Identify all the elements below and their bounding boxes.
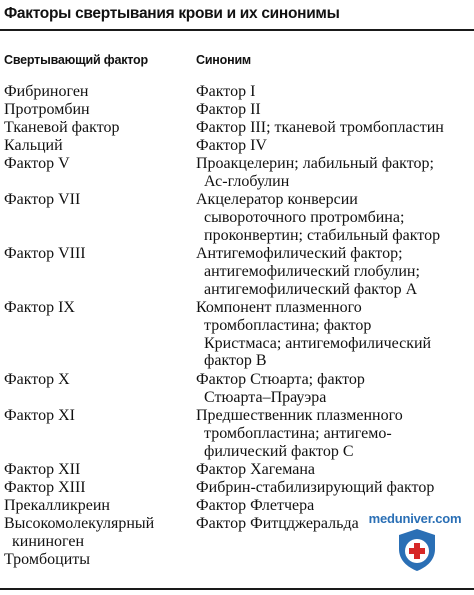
synonym-line: сывороточного протромбина; — [196, 208, 405, 226]
synonym-line: Фактор Стюарта; фактор — [196, 371, 365, 388]
watermark-text: meduniver.com — [368, 511, 462, 526]
factor-line: Фактор VIII — [4, 245, 86, 262]
factor-line: Фактор X — [4, 371, 70, 388]
synonym-cell — [196, 191, 472, 244]
factor-line: Высокомолекулярный — [4, 515, 155, 532]
top-rule — [0, 29, 474, 31]
synonym-line: Фактор IV — [196, 137, 267, 154]
synonym-line: Фактор Фитцджеральда — [196, 515, 359, 532]
synonym-line: филический фактор С — [196, 442, 354, 460]
synonym-cell — [196, 407, 472, 460]
factor-cell — [4, 155, 192, 173]
factor-cell — [4, 83, 192, 101]
synonym-line: Фактор I — [196, 83, 256, 100]
factor-cell — [4, 497, 192, 515]
factor-line: Фактор XI — [4, 407, 75, 424]
synonym-cell — [196, 137, 472, 155]
factor-line: Фибриноген — [4, 83, 89, 100]
synonym-cell — [196, 371, 472, 407]
synonym-cell — [196, 101, 472, 119]
factor-line: Протромбин — [4, 101, 90, 118]
factor-cell — [4, 101, 192, 119]
factor-cell — [4, 119, 192, 137]
synonym-line: Кристмаса; антигемофилический — [196, 334, 432, 352]
synonym-cell — [196, 245, 472, 298]
synonym-cell — [196, 119, 472, 137]
synonym-line: фактор В — [196, 352, 267, 370]
synonym-line: Компонент плазменного — [196, 299, 362, 316]
synonym-line: Фактор II — [196, 101, 261, 118]
factor-cell — [4, 191, 192, 209]
synonym-line: Предшественник плазменного — [196, 407, 403, 424]
synonym-line: Проакцелерин; лабильный фактор; — [196, 155, 434, 172]
factor-cell — [4, 299, 192, 317]
synonym-cell — [196, 155, 472, 191]
factor-line: Кальций — [4, 137, 63, 154]
synonym-cell — [196, 299, 472, 370]
factor-line: Фактор XIII — [4, 479, 86, 496]
synonym-line: Фактор Флетчера — [196, 497, 315, 514]
synonym-line: Фибрин-стабилизирующий фактор — [196, 479, 435, 496]
factor-cell — [4, 479, 192, 497]
watermark-logo — [362, 511, 468, 573]
factor-cell — [4, 551, 192, 569]
table-title: Факторы свертывания крови и их синонимы — [4, 5, 340, 22]
synonym-cell — [196, 461, 472, 479]
synonym-line: Антигемофилический фактор; — [196, 245, 403, 262]
factor-cell — [4, 371, 192, 389]
synonym-line: антигемофилический фактор А — [196, 280, 418, 298]
factor-cell — [4, 245, 192, 263]
factor-cell — [4, 515, 192, 551]
factor-line: Фактор XII — [4, 461, 81, 478]
synonym-line: Фактор Хагемана — [196, 461, 315, 478]
factor-line: Тромбоциты — [4, 551, 90, 568]
synonym-line: Акцелератор конверсии — [196, 191, 358, 208]
medical-cross-shield-icon — [394, 527, 440, 573]
synonym-line: Фактор III; тканевой тромбопластин — [196, 119, 444, 136]
synonym-line: антигемофилический глобулин; — [196, 262, 420, 280]
synonym-line: Ас-глобулин — [196, 172, 290, 190]
synonym-cell — [196, 83, 472, 101]
factor-line: Фактор V — [4, 155, 70, 172]
factor-line: Прекалликреин — [4, 497, 110, 514]
synonym-line: тромбопластина; антигемо- — [196, 424, 392, 442]
factor-line: Тканевой фактор — [4, 119, 120, 136]
synonym-line: Стюарта–Прауэра — [196, 388, 327, 406]
synonym-cell — [196, 479, 472, 497]
factor-line: кининоген — [4, 532, 85, 550]
factor-cell — [4, 407, 192, 425]
synonym-line: проконвертин; стабильный фактор — [196, 226, 441, 244]
factor-cell — [4, 461, 192, 479]
factor-line: Фактор IX — [4, 299, 75, 316]
bottom-rule — [0, 588, 474, 590]
column-header-factor: Свертывающий фактор — [4, 53, 148, 67]
synonym-line: тромбопластина; фактор — [196, 316, 372, 334]
factor-line: Фактор VII — [4, 191, 81, 208]
factor-cell — [4, 137, 192, 155]
column-header-synonym: Синоним — [196, 53, 251, 67]
